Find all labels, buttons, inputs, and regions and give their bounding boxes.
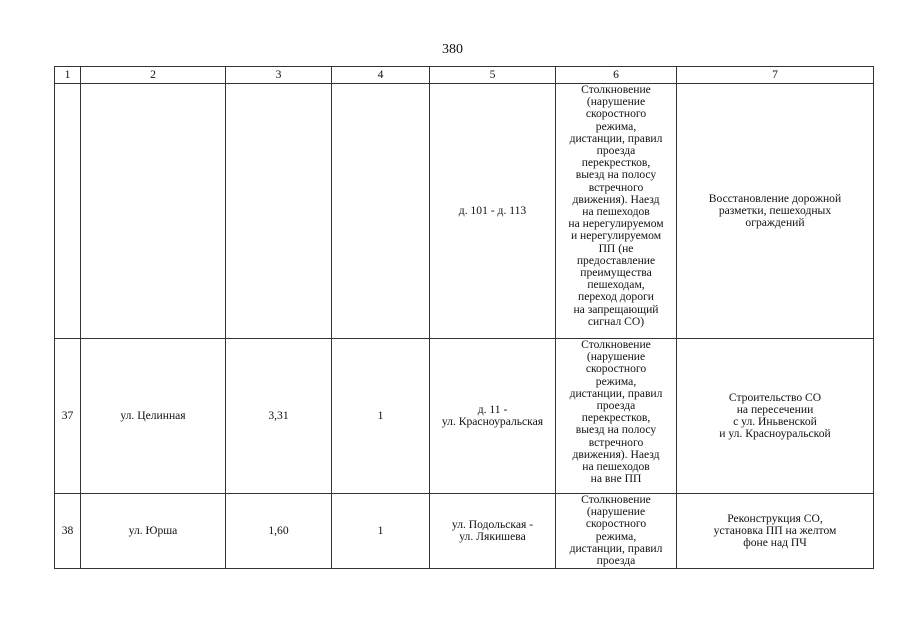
column-header: 6 (556, 67, 677, 84)
count-cell: 1 (332, 494, 430, 569)
table-header-row (55, 67, 874, 84)
table-row (55, 494, 874, 569)
length-cell: 3,31 (226, 339, 332, 494)
section-text: д. 101 - д. 113 (458, 203, 527, 217)
count-cell: 1 (332, 339, 430, 494)
measures-text: Строительство СО на пересечении с ул. Иньвенской и ул. Красноуральской (719, 390, 831, 441)
section-text: ул. Подольская - ул. Лякишева (451, 517, 534, 543)
section-cell (430, 494, 556, 569)
street-cell (81, 84, 226, 339)
cause-text: Столкновение (нарушение скоростного режима, дистанции, правил проезда перекрестков, выезд на полосу встречного движения). Наезд на пешеходов на вне ПП (569, 338, 663, 486)
row-number-cell (55, 84, 81, 339)
cause-text: Столкновение (нарушение скоростного режима, дистанции, правил проезда перекрестков, выезд на полосу встречного движения). Наезд на пешеходов на нерегулируемом и нерегулируемом ПП (не предоставление преимущества пешеходам, переход дороги на запрещающий сигнал СО) (568, 83, 664, 328)
length-cell: 1,60 (226, 494, 332, 569)
column-header: 1 (55, 67, 81, 84)
page-number: 380 (442, 42, 463, 57)
row-number-cell: 37 (55, 339, 81, 494)
table-row (55, 84, 874, 339)
street-cell: ул. Юрша (81, 494, 226, 569)
section-text: д. 11 - ул. Красноуральская (441, 402, 544, 428)
cause-cell (556, 339, 677, 494)
cause-text: Столкновение (нарушение скоростного режима, дистанции, правил проезда (569, 493, 663, 568)
count-cell (332, 84, 430, 339)
cause-cell (556, 494, 677, 569)
column-header: 2 (81, 67, 226, 84)
table-row (55, 339, 874, 494)
length-cell (226, 84, 332, 339)
section-cell (430, 84, 556, 339)
street-cell: ул. Целинная (81, 339, 226, 494)
column-header: 3 (226, 67, 332, 84)
measures-text: Реконструкция СО, установка ПП на желтом фоне над ПЧ (713, 511, 837, 550)
cause-cell (556, 84, 677, 339)
measures-text: Восстановление дорожной разметки, пешеходных ограждений (708, 191, 842, 230)
column-header: 7 (677, 67, 874, 84)
accident-sites-table (54, 66, 874, 569)
column-header: 5 (430, 67, 556, 84)
section-cell (430, 339, 556, 494)
measures-cell (677, 339, 874, 494)
measures-cell (677, 84, 874, 339)
measures-cell (677, 494, 874, 569)
row-number-cell: 38 (55, 494, 81, 569)
column-header: 4 (332, 67, 430, 84)
